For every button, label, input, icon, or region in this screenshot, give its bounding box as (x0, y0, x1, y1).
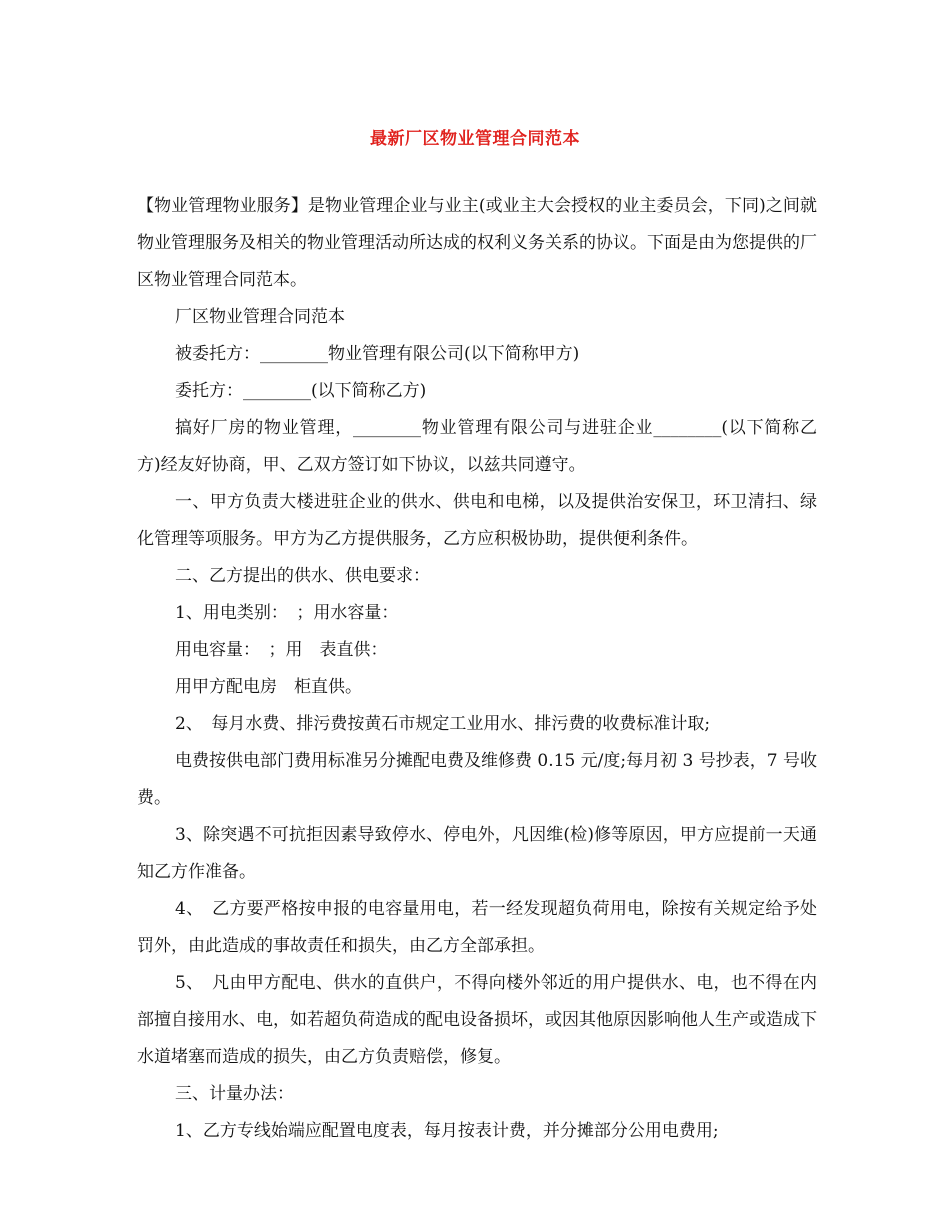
clause-1: 一、甲方负责大楼进驻企业的供水、供电和电梯，以及提供治安保卫，环卫清扫、绿化管理等项服务。甲方为乙方提供服务，乙方应积极协助，提供便利条件。 (137, 492, 817, 549)
intro-paragraph: 【物业管理物业服务】是物业管理企业与业主(或业主大会授权的业主委员会，下同)之间就物业管理服务及相关的物业管理活动所达成的权利义务关系的协议。下面是由为您提供的厂区物业管理合同范本。 (137, 196, 817, 290)
clause-2-item-5: 5、 凡由甲方配电、供水的直供户，不得向楼外邻近的用户提供水、电，也不得在内部擅自接用水、电，如若超负荷造成的配电设备损坏，或因其他原因影响他人生产或造成下水道堵塞而造成的损失，由乙方负责赔偿，修复。 (137, 973, 817, 1067)
clause-3-heading: 三、计量办法： (175, 1084, 294, 1104)
document-body (137, 188, 817, 1150)
clause-2-item-4: 4、 乙方要严格按申报的电容量用电，若一经发现超负荷用电，除按有关规定给予处罚外，由此造成的事故责任和损失，由乙方全部承担。 (137, 899, 817, 956)
clause-2-item-2: 2、 每月水费、排污费按黄石市规定工业用水、排污费的收费标准计取; (175, 714, 711, 734)
contract-heading: 厂区物业管理合同范本 (175, 307, 345, 327)
clause-2-item-3: 3、除突遇不可抗拒因素导致停水、停电外，凡因维(检)修等原因，甲方应提前一天通知乙方作准备。 (137, 825, 817, 882)
clause-2-item-1c: 用甲方配电房 柜直供。 (175, 677, 362, 697)
clause-2-item-1: 1、用电类别： ；用水容量： (175, 603, 399, 623)
clause-2-item-1b: 用电容量： ；用 表直供： (175, 640, 388, 660)
party-b-line: 委托方：________(以下简称乙方) (175, 381, 427, 401)
party-a-line: 被委托方：________物业管理有限公司(以下简称甲方) (175, 344, 580, 364)
clause-2-item-2b: 电费按供电部门费用标准另分摊配电费及维修费 0.15 元/度;每月初 3 号抄表，7 号收费。 (137, 751, 817, 808)
clause-2-heading: 二、乙方提出的供水、供电要求： (175, 566, 430, 586)
clause-3-item-1: 1、乙方专线始端应配置电度表，每月按表计费，并分摊部分公用电费用; (175, 1121, 719, 1141)
preamble-paragraph: 搞好厂房的物业管理，________物业管理有限公司与进驻企业________(以下简称乙方)经友好协商，甲、乙双方签订如下协议，以兹共同遵守。 (137, 418, 817, 475)
document-title: 最新厂区物业管理合同范本 (370, 129, 580, 149)
